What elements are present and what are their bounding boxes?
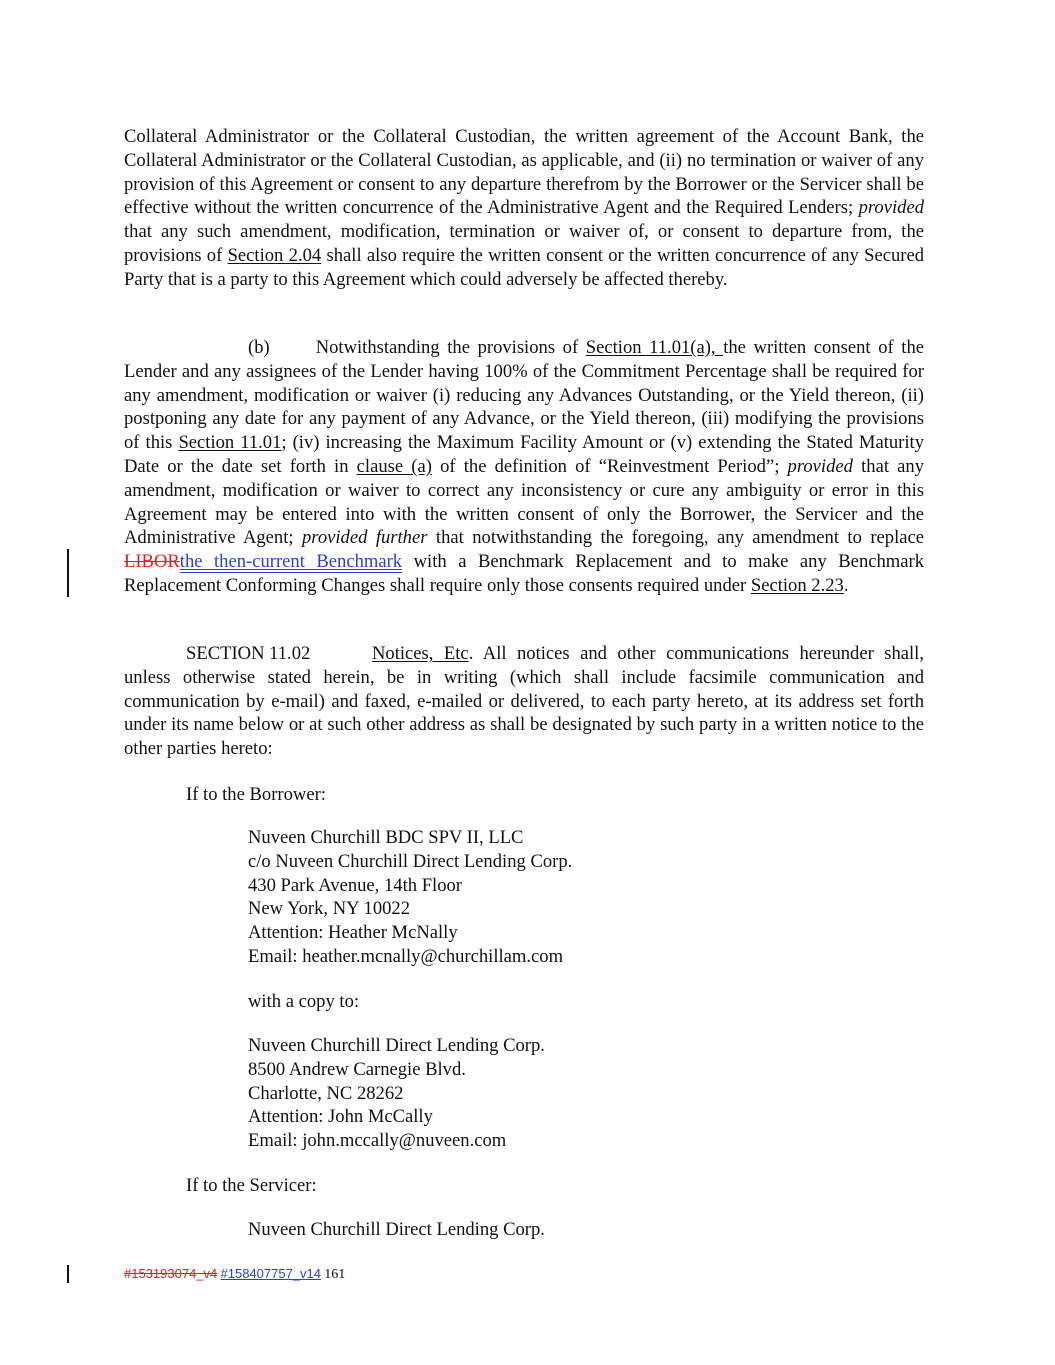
address-line: Nuveen Churchill Direct Lending Corp. [248, 1219, 545, 1240]
section-title: Notices, Etc [372, 643, 469, 664]
address-line: New York, NY 10022 [248, 898, 411, 920]
paragraph-text: Notwithstanding the provisions of [315, 337, 586, 358]
servicer-address [248, 1218, 545, 1242]
paragraph-text: of the definition of “Reinvestment Period”; [431, 455, 788, 477]
address-line: Attention: John McCally [248, 1106, 433, 1128]
section-reference[interactable]: Section 11.01 [178, 432, 282, 454]
paragraph-text: that any amendment, modification or waiver to correct any inconsistency or cure any ambiguity or error in this Agreement may be entered into with the written consent of only the Borrower, the Servicer and the Administrative Agent; [124, 455, 924, 549]
clause-label: (b) [248, 337, 270, 358]
clause-reference[interactable]: clause (a) [356, 455, 432, 477]
copy-to-label: with a copy to: [248, 991, 360, 1012]
paragraph-text: Collateral Administrator or the Collateral Custodian, the written agreement of the Account Bank, the Collateral Administrator or the Collateral Custodian, as applicable, and (ii) no termination or waiver of any provision of this Agreement or consent to any departure therefrom by the Borrower or the Servicer shall be effective without the written concurrence of the Administrative Agent and the Required Lenders; [124, 126, 924, 219]
inserted-document-id: #158407757_v14 [220, 1266, 322, 1281]
paragraph-text: . [843, 574, 849, 596]
borrower-heading: If to the Borrower: [186, 784, 326, 805]
provided-further-italic: provided further [301, 527, 428, 549]
provided-italic: provided [787, 455, 853, 477]
change-bar [67, 549, 69, 597]
page-footer [124, 1266, 345, 1283]
paragraph-text: the written consent of the Lender and any assignees of the Lender having 100% of the Commitment Percentage shall be required for any amendment, modification or waiver (i) reducing any Advances Outstanding, or the Yield thereon, (ii) postponing any date for any payment of any Advance, or the Yield thereon, (iii) modifying the provisions of this [124, 337, 925, 454]
page-number: 161 [324, 1267, 346, 1282]
address-line: Charlotte, NC 28262 [248, 1082, 404, 1104]
section-11-02 [124, 642, 924, 761]
address-line: 430 Park Avenue, 14th Floor [248, 874, 462, 896]
section-reference[interactable]: Section 2.04 [227, 244, 322, 266]
footer-change-bar [67, 1265, 69, 1283]
provided-italic: provided [858, 197, 924, 219]
section-number: SECTION 11.02 [186, 643, 311, 664]
section-reference[interactable]: Section 2.23 [750, 574, 844, 596]
borrower-address [248, 826, 572, 969]
paragraph-text: ; (iv) increasing the Maximum Facility Amount or (v) extending the Stated Maturity Date or the date set forth in [124, 432, 924, 477]
email-line: Email: john.mccally@nuveen.com [248, 1130, 507, 1152]
deleted-document-id: #153193074_v4 [124, 1266, 218, 1281]
address-line: 8500 Andrew Carnegie Blvd. [248, 1058, 466, 1080]
section-text: . All notices and other communications hereunder shall, unless otherwise stated herein, be in writing (which shall include facsimile communication and communication by e-mail) and faxed, e-mailed or delivered, to each party hereto, at its address set forth under its name below or at such other address as shall be designated by such party in a written notice to the other parties hereto: [124, 643, 924, 760]
address-line: c/o Nuveen Churchill Direct Lending Corp. [248, 850, 573, 872]
paragraph-b [124, 336, 924, 598]
section-reference[interactable]: Section 11.01(a), [585, 337, 724, 358]
tracked-deletion: LIBOR [124, 551, 180, 573]
copy-address [248, 1034, 545, 1153]
paragraph-text: that notwithstanding the foregoing, any amendment to replace [427, 527, 924, 549]
address-line: Attention: Heather McNally [248, 922, 458, 944]
paragraph-a-continued [124, 125, 924, 292]
email-line: Email: heather.mcnally@churchillam.com [248, 945, 564, 967]
address-line: Nuveen Churchill Direct Lending Corp. [248, 1035, 545, 1056]
paragraph-text: that any such amendment, modification, termination or waiver of, or consent to departure from, the provisions of [124, 221, 924, 266]
address-line: Nuveen Churchill BDC SPV II, LLC [248, 827, 524, 848]
servicer-heading: If to the Servicer: [186, 1175, 317, 1196]
paragraph-text: with a Benchmark Replacement and to make any Benchmark Replacement Conforming Changes shall require only those consents required under [124, 551, 924, 596]
paragraph-text: shall also require the written consent or the written concurrence of any Secured Party that is a party to this Agreement which could adversely be affected thereby. [124, 244, 924, 290]
tracked-insertion: the then-current Benchmark [179, 551, 403, 573]
